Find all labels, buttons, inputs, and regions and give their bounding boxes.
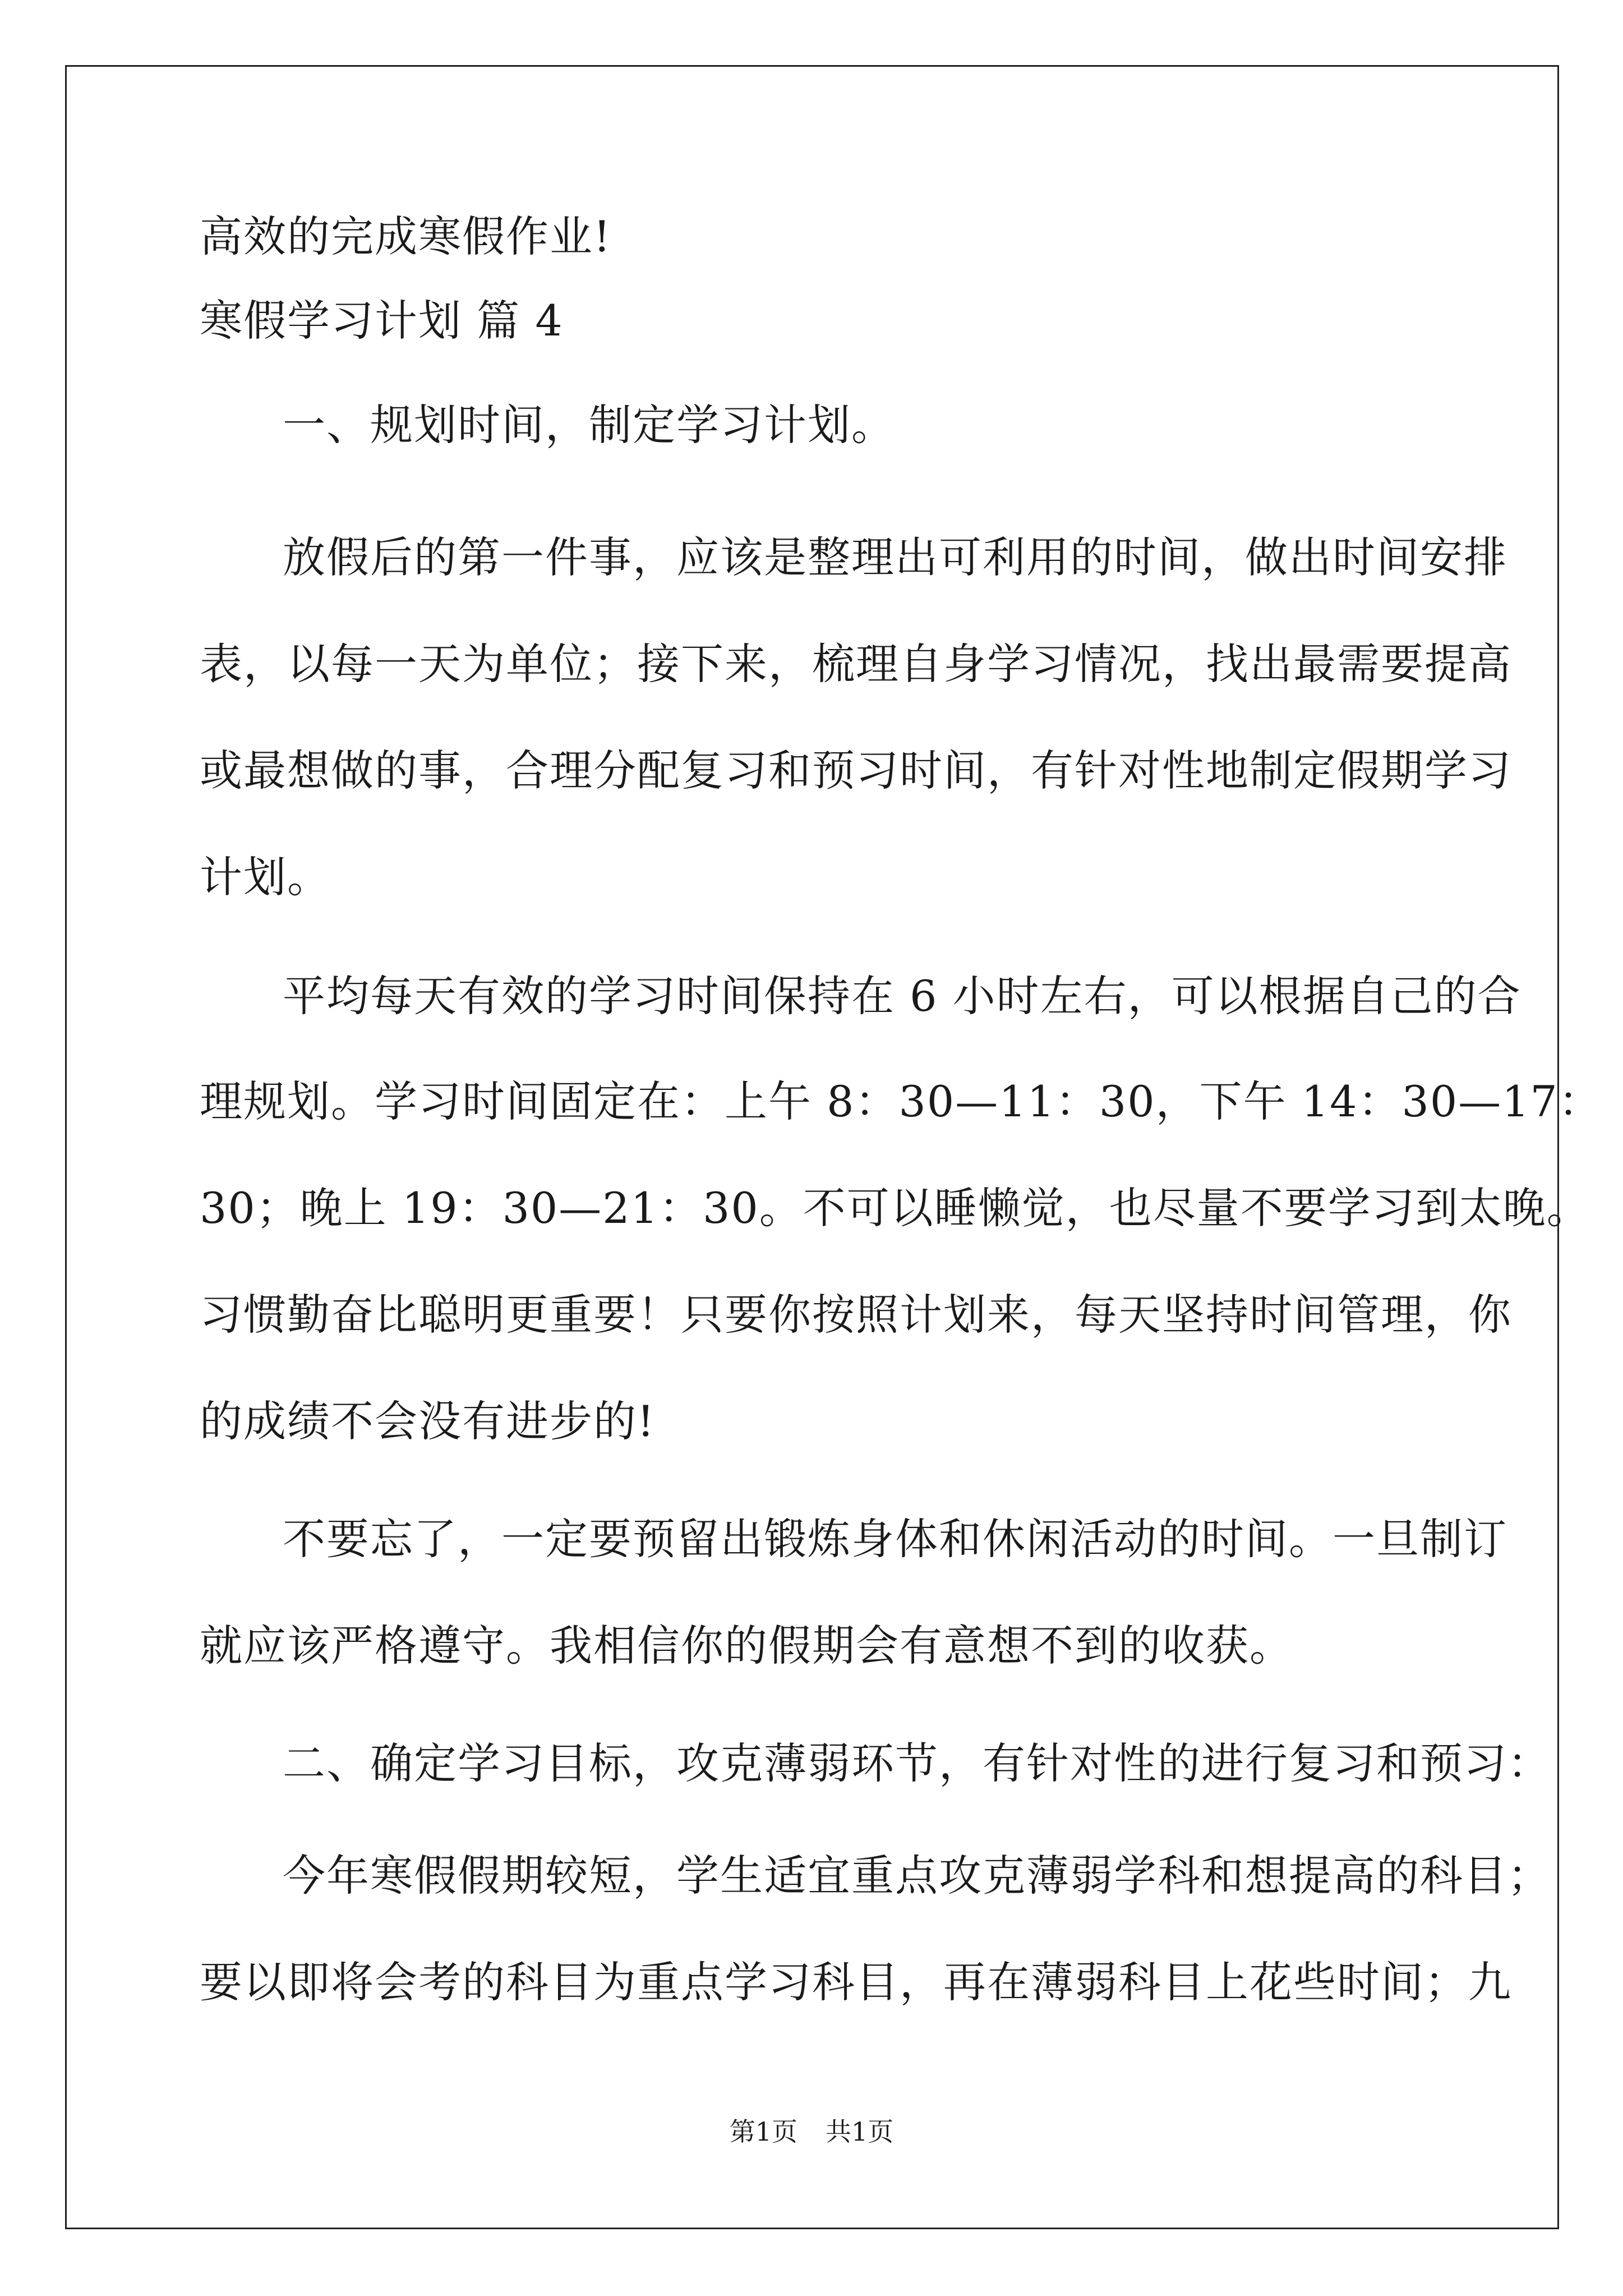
text-line: 理规划。学习时间固定在：上午 8：30—11：30，下午 14：30—17： bbox=[200, 1076, 1602, 1126]
text-line: 一、规划时间，制定学习计划。 bbox=[283, 400, 895, 450]
text-line: 平均每天有效的学习时间保持在 6 小时左右，可以根据自己的合 bbox=[283, 971, 1521, 1021]
page-number: 第1页 bbox=[729, 2116, 797, 2147]
text-line: 要以即将会考的科目为重点学习科目，再在薄弱科目上花些时间；九 bbox=[200, 1957, 1512, 2007]
page-footer bbox=[0, 2115, 1623, 2148]
text-line: 放假后的第一件事，应该是整理出可利用的时间，做出时间安排 bbox=[283, 532, 1507, 582]
text-line: 不要忘了，一定要预留出锻炼身体和休闲活动的时间。一旦制订 bbox=[283, 1514, 1507, 1564]
text-line: 表，以每一天为单位；接下来，梳理自身学习情况，找出最需要提高 bbox=[200, 639, 1512, 689]
section-heading: 寒假学习计划 篇 4 bbox=[200, 296, 564, 346]
text-line: 30；晚上 19：30—21：30。不可以睡懒觉，也尽量不要学习到太晚。 bbox=[200, 1183, 1590, 1233]
text-line: 就应该严格遵守。我相信你的假期会有意想不到的收获。 bbox=[200, 1621, 1293, 1671]
text-line: 二、确定学习目标，攻克薄弱环节，有针对性的进行复习和预习： bbox=[283, 1738, 1551, 1788]
text-line: 计划。 bbox=[200, 852, 331, 902]
page-total: 共1页 bbox=[826, 2116, 894, 2147]
text-line: 今年寒假假期较短，学生适宜重点攻克薄弱学科和想提高的科目； bbox=[283, 1851, 1551, 1901]
text-line: 的成绩不会没有进步的! bbox=[200, 1396, 656, 1446]
page-frame bbox=[65, 65, 1559, 2229]
text-line: 高效的完成寒假作业! bbox=[200, 211, 612, 261]
text-line: 习惯勤奋比聪明更重要！只要你按照计划来，每天坚持时间管理，你 bbox=[200, 1290, 1512, 1340]
text-line: 或最想做的事，合理分配复习和预习时间，有针对性地制定假期学习 bbox=[200, 746, 1512, 795]
